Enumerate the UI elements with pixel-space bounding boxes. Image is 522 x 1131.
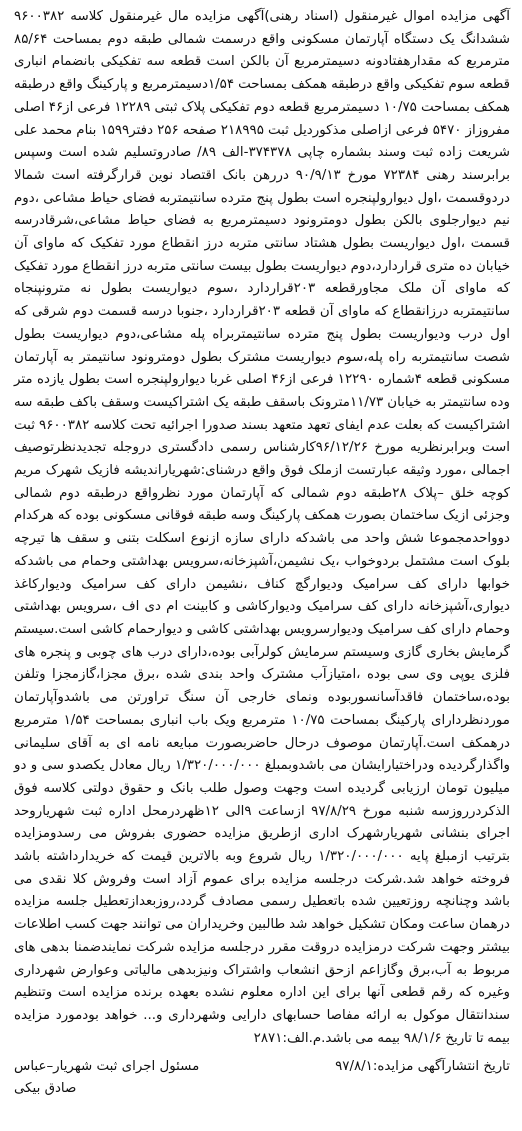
- footer-row: [14, 1056, 510, 1078]
- signer-name: صادق بیکی: [14, 1081, 77, 1097]
- publish-date: تاریخ انتشارآگهی مزایده:۹۷/۸/۱: [335, 1059, 510, 1075]
- notice-footer: [14, 1056, 510, 1100]
- signer-title: مسئول اجرای ثبت شهریار–عباس: [14, 1059, 200, 1075]
- notice-body-text: آگهی مزایده اموال غیرمنقول (اسناد رهنی)آگهی مزایده مال غیرمنقول کلاسه ۹۶۰۰۳۸۲ ششدانگ یک دستگاه آپارتمان مسکونی واقع درسمت شمالی طبقه دوم بمساحت ۸۵/۶۴ مترمربع که مقدارهفتادونه دسیمترمربع آن بالکن است قطعه سه تفکیکی بانضمام انباری قطعه سوم تفکیکی واقع درطبقه همکف بمساحت ۱/۵۴دسیمترمربع و پارکینگ واقع درطبقه همکف بمساحت ۱۰/۷۵ دسیمترمربع قطعه دوم تفکیکی پلاک ثبتی ۱۲۲۸۹ فرعی از۴۶ اصلی مفروزاز ۵۴۷۰ فرعی ازاصلی مذکوردیل ثبت ۲۱۸۹۹۵ صفحه ۲۵۶ دفتر۱۵۹۹ بنام محمد علی شریعت زاده ثبت وسند بشماره چاپی ۳۷۴۳۷۸-الف ۸۹/ صادروتسلیم شده است وسپس برابرسند رهنی ۷۲۳۸۴ مورخ ۹۰/۹/۱۳ دررهن بانک اقتصاد نوین قرارگرفته است شمالا دردوقسمت ،اول دیوارولپنجره است بطول پنج مترده سانتیمتربه فضای حیاط مشاعی ،دوم نیم دیوارجلوی بالکن بطول دومترونود دسیمترمربع به فضای حیاط مشاعی،شرقادرسه قسمت ،اول دیواریست بطول هشتاد سانتی متربه درز انقطاع مورد تفکیک که ماوای آن خیابان ده متری قراردارد،دوم دیواریست بطول بیست سانتی متربه درز انقطاع مورد تفکیک که ماوای آن ملک مجاورقطعه ۲۰۳قراردارد ،سوم دیواریست بطول نه مترونپنجاه سانتیمتربه درزانقطاع که ماوای آن قطعه ۲۰۳قراردارد ،جنوبا درسه قسمت دوم شرقی که اول درب ودیواریست بطول پنج مترده سانتیمتربراه پله مشاعی،دوم دیواریست بطول شصت سانتیمتربه راه پله،سوم دیواریست مشترک بطول دومترونود سانتیمتر به آپارتمان مسکونی قطعه ۴شماره ۱۲۲۹۰ فرعی از۴۶ اصلی غربا دیوارولپنجره است بطول یازده متر وده سانتیمتر به خیابان ۱۱/۷۳مترونک باسقف طبقه یک اشتراکیست وسقف باکف طبقه سه اشتراکیست که بعلت عدم ایفای تعهد متعهد بسند صدورا اجرائیه تحت کلاسه ۹۶۰۰۳۸۲ ثبت است وبرابرنظریه مورخ ۹۶/۱۲/۲۶کارشناس رسمی دادگستری دروجله تجدیدنظرتوصیف اجمالی ،مورد وثیقه عبارتست ازملک فوق واقع درشنای:شهریاراندیشه فازیک شهرک مریم کوچه خلق –پلاک ۲۸طبقه دوم شمالی که آپارتمان مورد نظرواقع درطبقه دوم شمالی وجزئی ازیک ساختمان بصورت همکف پارکینگ وسه طبقه فوقانی مسکونی بوده که هرکدام دوواحدمجموعا شش واحد می باشدکه دارای سازه ازنوع اسکلت بتنی و سقف ها تیرچه بلوک است مشتمل بردوخواب ،یک نشیمن،آشپزخانه،سرویس بهداشتی وحمام می باشدکه خوابها دارای کف سرامیک ودیوارگچ کناف ،نشیمن دارای کف سرامیک ودیوارکاغذ دیواری،آشپزخانه دارای کف سرامیک ودیوارکاشی و کابینت ام دی اف ،سرویس بهداشتی وحمام دارای کف سرامیک ودیوارسرویس بهداشتی کاشی و دیوارحمام کاشی است.سیستم گرمایش بخاری گازی وسیستم سرمایش کولرآبی بوده،دارای درب های چوبی و پنجره های فلزی یوپی وی سی بوده ،امتیازآب مشترک واحد بندی شده ،برق مجزا،گازمجزا وتلفن بوده،ساختمان فاقدآسانسوربوده ونمای خارجی آن سنگ تراورتن می باشدوآپارتمان موردنظردارای پارکینگ بمساحت ۱۰/۷۵ مترمربع ویک باب انباری بمساحت ۱/۵۴ مترمربع درهمکف است.آپارتمان موصوف درحال حاضربصورت مبایعه نامه ای به آقای سلیمانی واگذارگردیده ودراختیارایشان می باشدوبمبلغ ۱/۳۲۰/۰۰۰/۰۰۰ ریال معادل یکصدو سی و دو میلیون تومان ارزیابی گردیده است وجهت وصول طلب بانک و حقوق دولتی کلاسه فوق الذکردرروزسه شنبه مورخ ۹۷/۸/۲۹ ازساعت ۹الی ۱۲ظهردرمحل اداره ثبت شهریاروحد اجرای بنشانی شهریارشهرک اداری ازطریق مزایده حضوری بفروش می رسدومزایده بترتیب ازمبلغ پایه ۱/۳۲۰/۰۰۰/۰۰۰ ریال شروع وبه بالاترین قیمت که خریدارداشته باشد فروخته خواهد شد.شرکت درجلسه مزایده برای عموم آزاد است وفروش کلا نقدی می باشد وچنانچه روزتعیین شده باتعطیل رسمی مصادف گردد،روزبعدازتعطیل جلسه مزایده درهمان ساعت ومکان تشکیل خواهد شد طالبین وخریداران می توانند جهت کسب اطلاعات بیشتر وجهت شرکت درمزایده دروقت مقرر درجلسه مزایده شرکت نمایندضمنا بدهی های مربوط به آب،برق وگازاعم ازحق انشعاب واشتراک ونیزبدهی مالیاتی وعوارض شهرداری وغیره که رقم قطعی آنها برای این اداره معلوم نشده بعهده برنده مزایده است وتنظیم سندانتقال موکول به ارائه مفاصا حسابهای دارایی وشهرداری و... خواهد بودمورد مزایده بیمه تا تاریخ ۹۸/۱/۶ بیمه می باشد.م.الف:۲۸۷۱: [14, 9, 511, 1046]
- auction-notice: [14, 6, 510, 1100]
